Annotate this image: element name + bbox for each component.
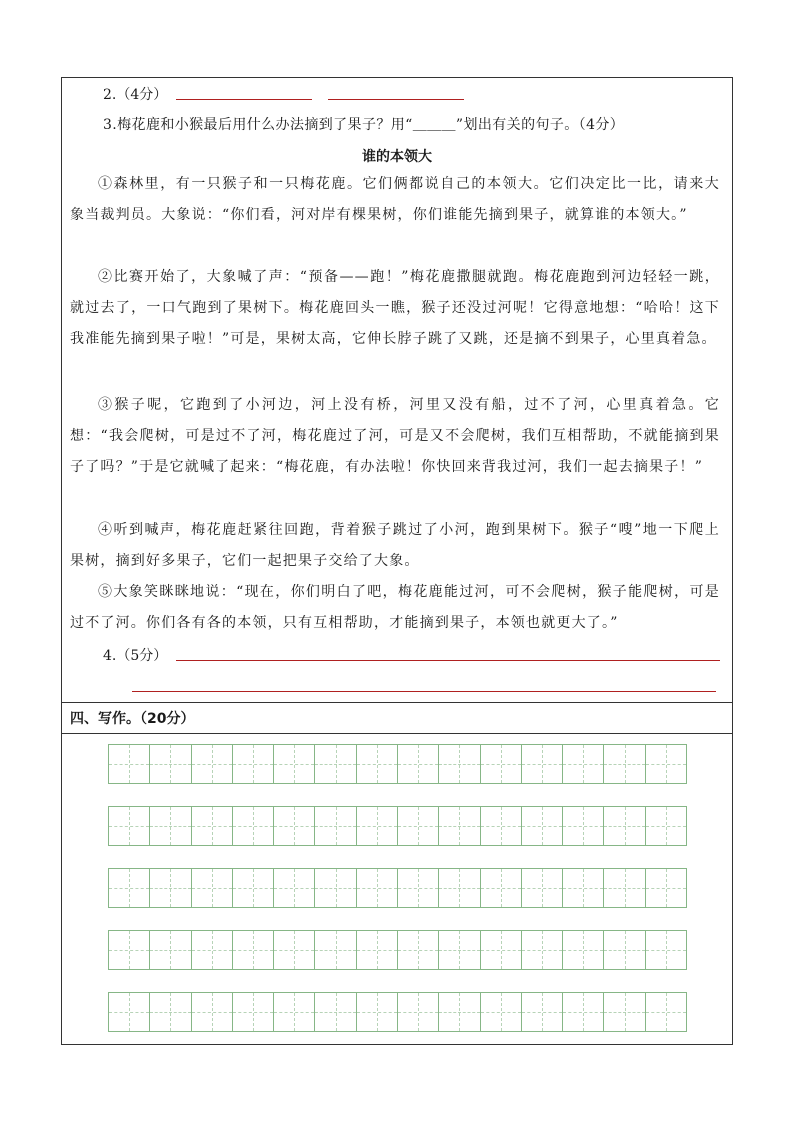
writing-grid-cell[interactable]: [109, 992, 150, 1032]
writing-grid-cell[interactable]: [604, 930, 645, 970]
q4-answer-line-1[interactable]: [176, 660, 720, 661]
story-paragraph-3: ③猴子呢，它跑到了小河边，河上没有桥，河里又没有船，过不了河，心里真着急。它想：“我会爬树，可是过不了河，梅花鹿过了河，可是又不会爬树，我们互相帮助，不就能摘到果子了吗？”于是它就喊了起来：“梅花鹿，有办法啦！你快回来背我过河，我们一起去摘果子！”: [70, 397, 720, 475]
writing-grid-cell[interactable]: [192, 744, 233, 784]
writing-grid-cell[interactable]: [315, 744, 356, 784]
section-divider-bottom: [61, 733, 733, 734]
writing-grid-cell[interactable]: [150, 930, 191, 970]
writing-grid-cell[interactable]: [398, 992, 439, 1032]
story-paragraph-4: ④听到喊声，梅花鹿赶紧往回跑，背着猴子跳过了小河，跑到果树下。猴子“嗖”地一下爬上果树，摘到好多果子，它们一起把果子交给了大象。: [70, 522, 720, 569]
writing-grid-cell[interactable]: [150, 806, 191, 846]
section-divider: [61, 702, 733, 703]
writing-grid-cell[interactable]: [439, 744, 480, 784]
writing-grid-row: [108, 806, 687, 846]
writing-grid-cell[interactable]: [481, 744, 522, 784]
writing-grid-cell[interactable]: [233, 930, 274, 970]
writing-grid-row: [108, 868, 687, 908]
writing-grid-cell[interactable]: [563, 992, 604, 1032]
writing-grid-cell[interactable]: [109, 930, 150, 970]
story-paragraph-2: ②比赛开始了，大象喊了声：“预备——跑！”梅花鹿撒腿就跑。梅花鹿跑到河边轻轻一跳，就过去了，一口气跑到了果树下。梅花鹿回头一瞧，猴子还没过河呢！它得意地想：“哈哈！这下我准能先摘到果子啦！”可是，果树太高，它伸长脖子跳了又跳，还是摘不到果子，心里真着急。: [70, 269, 720, 347]
writing-grid-cell[interactable]: [481, 930, 522, 970]
writing-grid-cell[interactable]: [357, 930, 398, 970]
writing-grid-cell[interactable]: [150, 992, 191, 1032]
writing-grid-cell[interactable]: [398, 930, 439, 970]
writing-grid-cell[interactable]: [439, 868, 480, 908]
writing-grid-cell[interactable]: [150, 744, 191, 784]
story-paragraph-5: ⑤大象笑眯眯地说：“现在，你们明白了吧，梅花鹿能过河，可不会爬树，猴子能爬树，可是过不了河。你们各有各的本领，只有互相帮助，才能摘到果子，本领也就更大了。”: [70, 584, 720, 631]
writing-grid-cell[interactable]: [109, 744, 150, 784]
story-paragraph-1: ①森林里，有一只猴子和一只梅花鹿。它们俩都说自己的本领大。它们决定比一比，请来大象当裁判员。大象说：“你们看，河对岸有棵果树，你们谁能先摘到果子，就算谁的本领大。”: [70, 176, 720, 223]
writing-grid-cell[interactable]: [522, 744, 563, 784]
writing-grid-cell[interactable]: [274, 930, 315, 970]
q2-answer-blank-1[interactable]: [176, 99, 312, 100]
writing-grid-row: [108, 992, 687, 1032]
writing-grid-cell[interactable]: [274, 992, 315, 1032]
writing-grid-cell[interactable]: [398, 806, 439, 846]
q2-answer-blank-2[interactable]: [328, 99, 464, 100]
writing-grid-cell[interactable]: [274, 806, 315, 846]
writing-grid-cell[interactable]: [563, 868, 604, 908]
writing-grid-cell[interactable]: [481, 992, 522, 1032]
writing-grid-cell[interactable]: [274, 744, 315, 784]
writing-grid-cell[interactable]: [192, 806, 233, 846]
writing-grid-cell[interactable]: [646, 930, 687, 970]
writing-grid-cell[interactable]: [357, 868, 398, 908]
writing-grid-cell[interactable]: [646, 744, 687, 784]
writing-grid-cell[interactable]: [315, 806, 356, 846]
writing-grid-cell[interactable]: [646, 868, 687, 908]
writing-grid-row: [108, 930, 687, 970]
writing-grid-cell[interactable]: [563, 744, 604, 784]
writing-grid-cell[interactable]: [646, 806, 687, 846]
writing-grid-cell[interactable]: [522, 806, 563, 846]
writing-grid-row: [108, 744, 687, 784]
writing-grid-cell[interactable]: [439, 806, 480, 846]
writing-grid-cell[interactable]: [315, 992, 356, 1032]
writing-grid-cell[interactable]: [192, 992, 233, 1032]
writing-grid-cell[interactable]: [604, 806, 645, 846]
writing-grid-cell[interactable]: [398, 744, 439, 784]
writing-grid-cell[interactable]: [398, 868, 439, 908]
q4-label: 4.（5分）: [103, 648, 168, 664]
writing-grid-cell[interactable]: [233, 992, 274, 1032]
writing-grid-cell[interactable]: [233, 744, 274, 784]
q3-label: 3.梅花鹿和小猴最后用什么办法摘到了果子？用“＿＿＿”划出有关的句子。（4分）: [103, 117, 625, 133]
writing-grid-cell[interactable]: [439, 992, 480, 1032]
writing-grid-cell[interactable]: [109, 806, 150, 846]
writing-grid-cell[interactable]: [233, 806, 274, 846]
writing-grid-cell[interactable]: [233, 868, 274, 908]
writing-grid-cell[interactable]: [563, 806, 604, 846]
writing-grid-cell[interactable]: [604, 744, 645, 784]
q4-answer-line-2[interactable]: [132, 691, 716, 692]
writing-grid-cell[interactable]: [357, 744, 398, 784]
writing-grid-cell[interactable]: [481, 868, 522, 908]
writing-heading: 四、写作。（20分）: [70, 711, 195, 727]
writing-grid-cell[interactable]: [109, 868, 150, 908]
writing-grid-cell[interactable]: [646, 992, 687, 1032]
writing-grid-cell[interactable]: [315, 930, 356, 970]
writing-grid-cell[interactable]: [604, 868, 645, 908]
writing-grid-cell[interactable]: [604, 992, 645, 1032]
story-title: 谁的本领大: [362, 149, 432, 165]
writing-grid-cell[interactable]: [357, 992, 398, 1032]
writing-grid-cell[interactable]: [315, 868, 356, 908]
q2-label: 2.（4分）: [103, 87, 168, 103]
writing-grid-cell[interactable]: [563, 930, 604, 970]
writing-grid-cell[interactable]: [522, 868, 563, 908]
writing-grid-cell[interactable]: [481, 806, 522, 846]
writing-grid-cell[interactable]: [522, 930, 563, 970]
writing-grid-cell[interactable]: [150, 868, 191, 908]
writing-grid-cell[interactable]: [357, 806, 398, 846]
writing-grid-cell[interactable]: [439, 930, 480, 970]
writing-grid-cell[interactable]: [192, 930, 233, 970]
writing-grid-cell[interactable]: [274, 868, 315, 908]
writing-grid-cell[interactable]: [192, 868, 233, 908]
writing-grid-cell[interactable]: [522, 992, 563, 1032]
